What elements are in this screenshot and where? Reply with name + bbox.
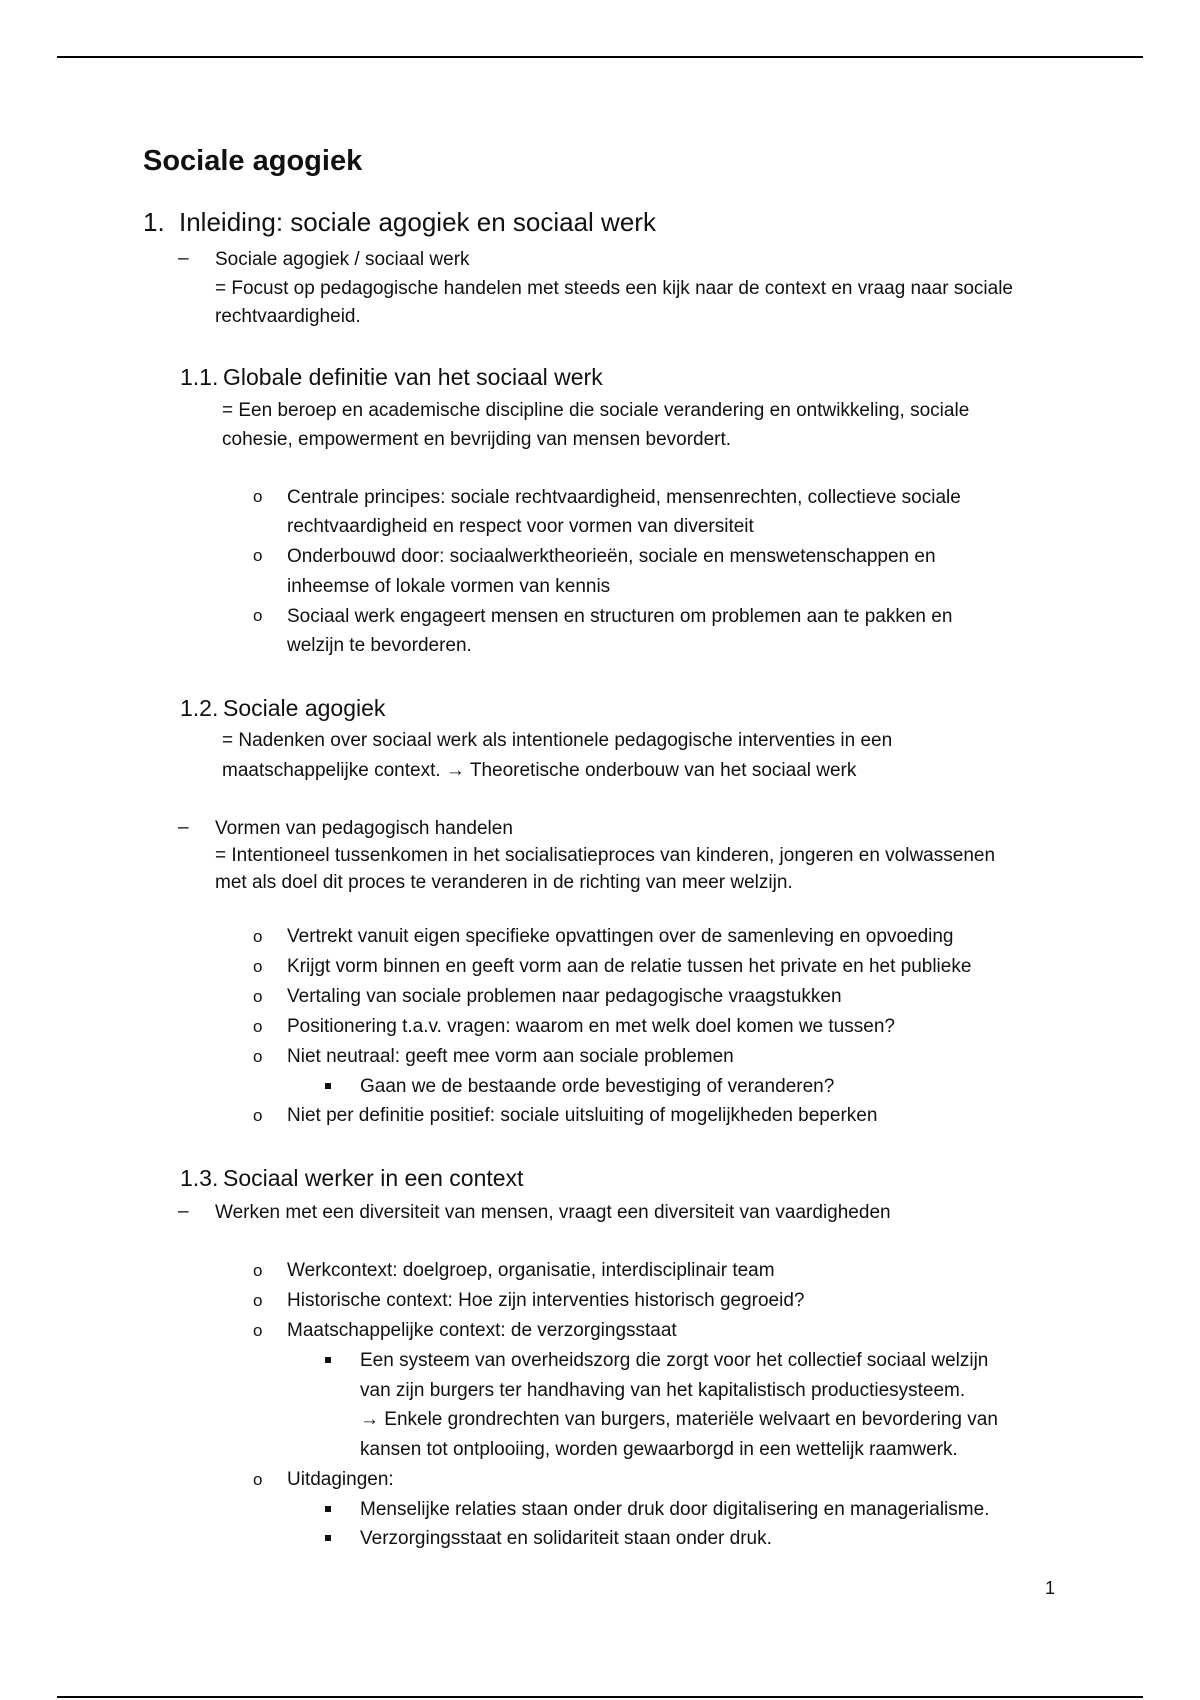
subsection-title: Sociale agogiek: [223, 695, 386, 721]
definition-line: = Intentioneel tussenkomen in het socialisatieproces van kinderen, jongeren en volwassenen: [215, 845, 996, 866]
sub-list-item: → Enkele grondrechten van burgers, materiële welvaart en bevordering van: [360, 1409, 998, 1430]
list-item: Werkcontext: doelgroep, organisatie, interdisciplinair team: [287, 1260, 775, 1281]
list-item: inheemse of lokale vormen van kennis: [287, 576, 611, 597]
subsection-number: 1.1.: [180, 364, 219, 390]
sub-list-item: Verzorgingsstaat en solidariteit staan onder druk.: [360, 1528, 772, 1549]
sub-list-item: Menselijke relaties staan onder druk door digitalisering en managerialisme.: [360, 1499, 990, 1520]
list-item: Positionering t.a.v. vragen: waarom en met welk doel komen we tussen?: [287, 1016, 895, 1037]
circle-bullet-icon: o: [253, 987, 263, 1006]
list-item-label: Vormen van pedagogisch handelen: [215, 818, 513, 839]
circle-bullet-icon: o: [253, 927, 263, 946]
list-item: Uitdagingen:: [287, 1469, 394, 1490]
sub-list-item: kansen tot ontplooiing, worden gewaarborgd in een wettelijk raamwerk.: [360, 1439, 958, 1460]
footer-rule: [57, 1696, 1143, 1698]
circle-bullet-icon: o: [253, 487, 263, 506]
header-rule: [57, 56, 1143, 58]
definition-line: = Nadenken over sociaal werk als intentionele pedagogische interventies in een: [222, 730, 893, 751]
circle-bullet-icon: o: [253, 1047, 263, 1066]
dash-bullet-icon: –: [178, 248, 189, 269]
list-item: Vertrekt vanuit eigen specifieke opvattingen over de samenleving en opvoeding: [287, 926, 954, 947]
subsection-number: 1.2.: [180, 695, 219, 721]
definition-line: met als doel dit proces te veranderen in de richting van meer welzijn.: [215, 872, 793, 893]
list-item: Sociaal werk engageert mensen en structuren om problemen aan te pakken en: [287, 606, 953, 627]
sub-list-item: Een systeem van overheidszorg die zorgt voor het collectief sociaal welzijn: [360, 1350, 989, 1371]
definition-line: = Focust op pedagogische handelen met steeds een kijk naar de context en vraag naar sociale: [215, 278, 1013, 299]
list-item: Centrale principes: sociale rechtvaardigheid, mensenrechten, collectieve sociale: [287, 487, 961, 508]
circle-bullet-icon: o: [253, 1106, 263, 1125]
circle-bullet-icon: o: [253, 1017, 263, 1036]
circle-bullet-icon: o: [253, 546, 263, 565]
circle-bullet-icon: o: [253, 1321, 263, 1340]
subsection-heading-1-1: [180, 364, 603, 391]
list-item: Onderbouwd door: sociaalwerktheorieën, sociale en menswetenschappen en: [287, 546, 936, 567]
subsection-title: Sociaal werker in een context: [223, 1165, 524, 1191]
section-title: Inleiding: sociale agogiek en sociaal werk: [179, 207, 656, 237]
circle-bullet-icon: o: [253, 1470, 263, 1489]
list-item: Krijgt vorm binnen en geeft vorm aan de relatie tussen het private en het publieke: [287, 956, 972, 977]
square-bullet-icon: [325, 1083, 331, 1089]
list-item: Vertaling van sociale problemen naar pedagogische vraagstukken: [287, 986, 842, 1007]
list-item: Niet per definitie positief: sociale uitsluiting of mogelijkheden beperken: [287, 1105, 878, 1126]
definition-line: rechtvaardigheid.: [215, 306, 361, 327]
list-item-label: Werken met een diversiteit van mensen, vraagt een diversiteit van vaardigheden: [215, 1202, 891, 1223]
subsection-number: 1.3.: [180, 1165, 219, 1191]
list-item: Historische context: Hoe zijn interventies historisch gegroeid?: [287, 1290, 805, 1311]
circle-bullet-icon: o: [253, 606, 263, 625]
square-bullet-icon: [325, 1357, 331, 1363]
page-number: 1: [1045, 1578, 1056, 1598]
dash-bullet-icon: –: [178, 1201, 189, 1222]
subsection-heading-1-3: [180, 1165, 523, 1192]
square-bullet-icon: [325, 1535, 331, 1541]
circle-bullet-icon: o: [253, 1291, 263, 1310]
circle-bullet-icon: o: [253, 1261, 263, 1280]
dash-bullet-icon: –: [178, 817, 189, 838]
list-item: welzijn te bevorderen.: [287, 635, 472, 656]
list-item: rechtvaardigheid en respect voor vormen van diversiteit: [287, 516, 754, 537]
page-title: Sociale agogiek: [143, 145, 363, 177]
definition-line: = Een beroep en academische discipline die sociale verandering en ontwikkeling, sociale: [222, 400, 970, 421]
subsection-title: Globale definitie van het sociaal werk: [223, 364, 603, 390]
list-item-label: Sociale agogiek / sociaal werk: [215, 249, 470, 270]
square-bullet-icon: [325, 1506, 331, 1512]
subsection-heading-1-2: [180, 695, 385, 722]
definition-line: maatschappelijke context. → Theoretische onderbouw van het sociaal werk: [222, 760, 857, 781]
section-heading-1: [143, 207, 656, 238]
sub-list-item: Gaan we de bestaande orde bevestiging of veranderen?: [360, 1076, 835, 1097]
list-item: Niet neutraal: geeft mee vorm aan sociale problemen: [287, 1046, 734, 1067]
list-item: Maatschappelijke context: de verzorgingsstaat: [287, 1320, 677, 1341]
section-number: 1.: [143, 207, 165, 237]
definition-line: cohesie, empowerment en bevrijding van mensen bevordert.: [222, 429, 732, 450]
sub-list-item: van zijn burgers ter handhaving van het kapitalistisch productiesysteem.: [360, 1380, 966, 1401]
circle-bullet-icon: o: [253, 957, 263, 976]
